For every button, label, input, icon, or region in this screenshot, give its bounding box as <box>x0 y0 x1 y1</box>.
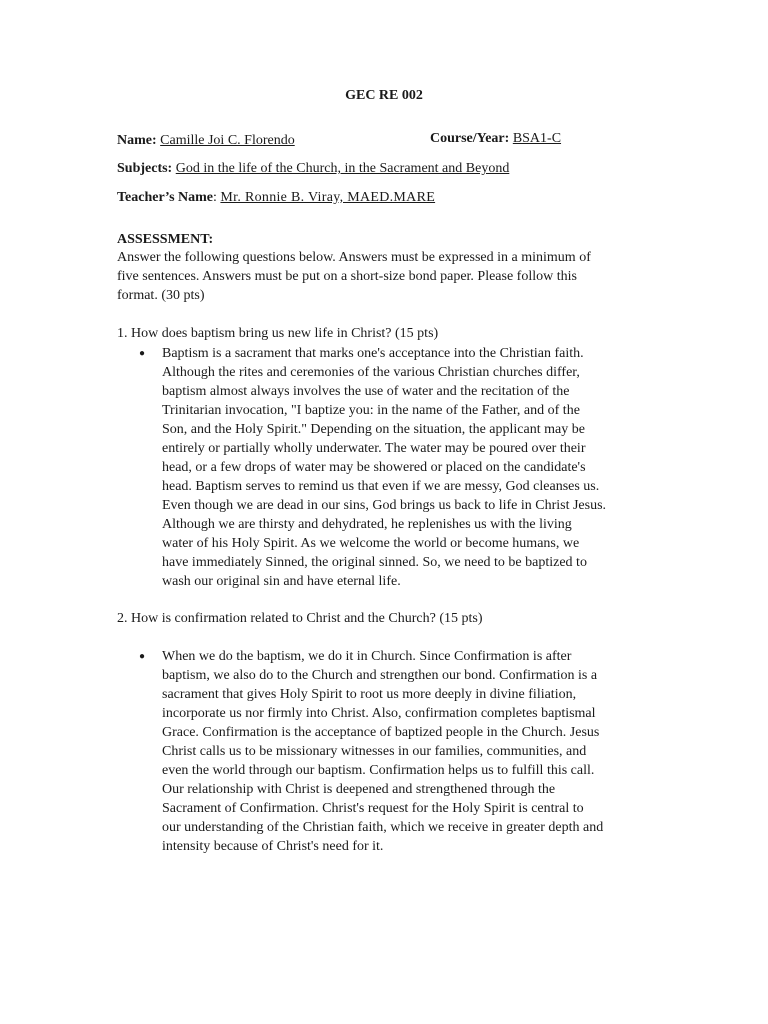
answer-line: Grace. Confirmation is the acceptance of baptized people in the Church. Jesus <box>162 725 600 740</box>
instructions <box>117 248 657 305</box>
subjects-label: Subjects: <box>117 161 173 176</box>
answer-line: intensity because of Christ's need for it. <box>162 839 384 854</box>
assessment-heading: ASSESSMENT: <box>117 232 214 247</box>
question-1: 1. How does baptism bring us new life in Christ? (15 pts) <box>117 326 439 341</box>
instruction-line: Answer the following questions below. Answers must be expressed in a minimum of <box>117 250 591 265</box>
answer-line: sacrament that gives Holy Spirit to root us more deeply in divine filiation, <box>162 687 577 702</box>
answer-line: even the world through our baptism. Confirmation helps us to fulfill this call. <box>162 763 595 778</box>
answer-line: head. Baptism serves to remind us that even if we are messy, God cleanses us. <box>162 479 600 494</box>
answer-line: Trinitarian invocation, "I baptize you: in the name of the Father, and of the <box>162 403 580 418</box>
course-row <box>430 131 561 147</box>
answer-line: Our relationship with Christ is deepened and strengthened through the <box>162 782 556 797</box>
bullet-icon: ● <box>139 348 146 359</box>
answer-line: entirely or partially wholly underwater. The water may be poured over their <box>162 441 586 456</box>
answer-line: Although we are thirsty and dehydrated, he replenishes us with the living <box>162 517 572 532</box>
answer-line: have immediately Sinned, the original sinned. So, we need to be baptized to <box>162 555 587 570</box>
answer-line: Sacrament of Confirmation. Christ's request for the Holy Spirit is central to <box>162 801 584 816</box>
answer-1 <box>162 344 667 591</box>
answer-line: wash our original sin and have eternal life. <box>162 574 401 589</box>
name-row <box>117 131 295 150</box>
answer-line: Son, and the Holy Spirit." Depending on the situation, the applicant may be <box>162 422 585 437</box>
document-title: GEC RE 002 <box>345 88 423 103</box>
name-label: Name: <box>117 133 157 148</box>
instruction-line: five sentences. Answers must be put on a short-size bond paper. Please follow this <box>117 269 577 284</box>
course-value: BSA1-C <box>512 131 562 146</box>
answer-line: Baptism is a sacrament that marks one's acceptance into the Christian faith. <box>162 346 584 361</box>
bullet-icon: ● <box>139 651 146 662</box>
teacher-value: Mr. Ronnie B. Viray, MAED.MARE <box>220 190 436 205</box>
answer-line: our understanding of the Christian faith, which we receive in greater depth and <box>162 820 604 835</box>
instruction-line: format. (30 pts) <box>117 288 205 303</box>
answer-line: head, or a few drops of water may be showered or placed on the candidate's <box>162 460 586 475</box>
question-2: 2. How is confirmation related to Christ and the Church? (15 pts) <box>117 611 483 626</box>
answer-line: Although the rites and ceremonies of the various Christian churches differ, <box>162 365 580 380</box>
subjects-row <box>117 159 509 178</box>
answer-line: Christ calls us to be missionary witnesses in our families, communities, and <box>162 744 587 759</box>
answer-line: baptism, we also do to the Church and strengthen our bond. Confirmation is a <box>162 668 598 683</box>
teacher-label: Teacher’s Name <box>117 190 214 205</box>
answer-line: water of his Holy Spirit. As we welcome the world or become humans, we <box>162 536 580 551</box>
answer-line: baptism almost always involves the use of water and the recitation of the <box>162 384 570 399</box>
course-label: Course/Year: <box>430 131 510 146</box>
subjects-value: God in the life of the Church, in the Sacrament and Beyond <box>175 161 510 176</box>
answer-line: When we do the baptism, we do it in Church. Since Confirmation is after <box>162 649 572 664</box>
name-value: Camille Joi C. Florendo <box>160 133 295 148</box>
teacher-row: Teacher’s Name: Mr. Ronnie B. Viray, MAED.MARE <box>117 190 436 205</box>
answer-2 <box>162 647 667 856</box>
answer-line: incorporate us nor firmly into Christ. Also, confirmation completes baptismal <box>162 706 596 721</box>
answer-line: Even though we are dead in our sins, God brings us back to life in Christ Jesus. <box>162 498 607 513</box>
